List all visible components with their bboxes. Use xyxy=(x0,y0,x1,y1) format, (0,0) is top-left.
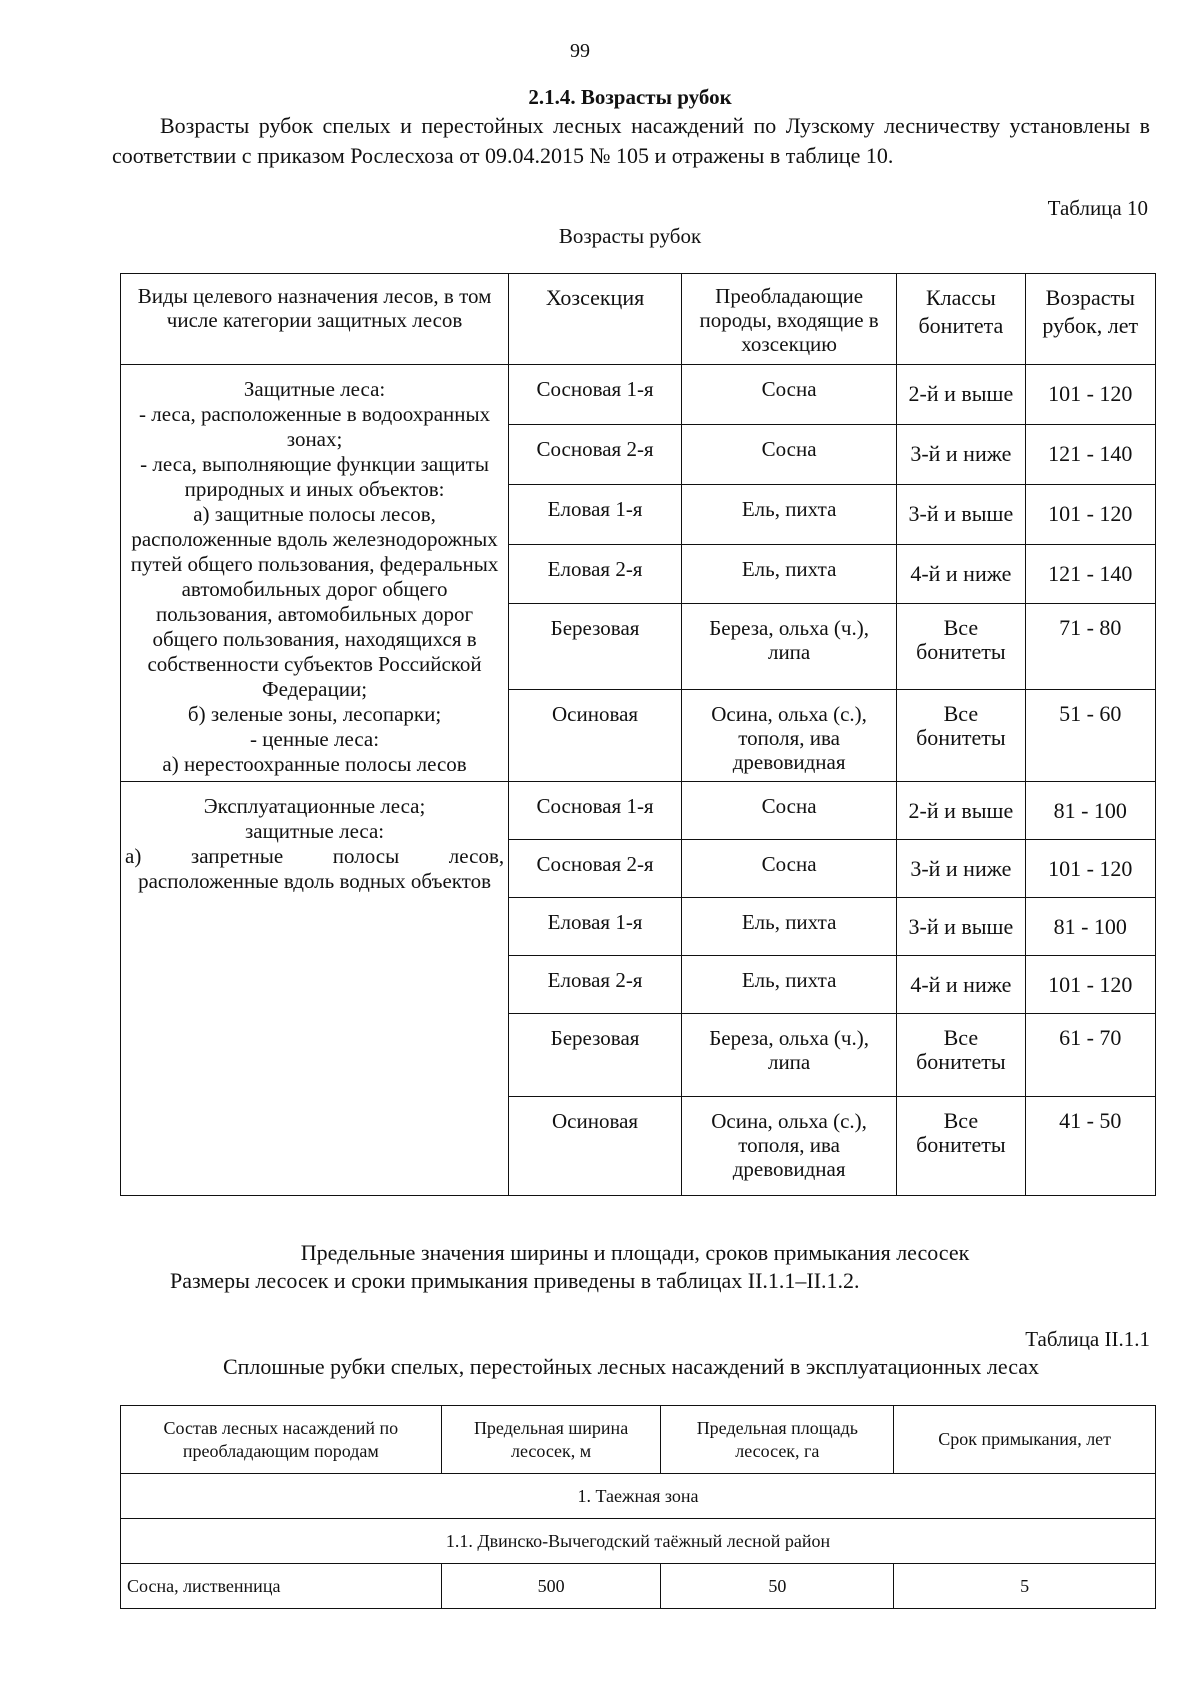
group-line: защитные леса: xyxy=(244,819,385,843)
cell-age: 101 - 120 xyxy=(1025,840,1155,898)
cell-class: 3-й и выше xyxy=(897,898,1025,956)
cell-class: 4-й и ниже xyxy=(897,544,1025,604)
group-line: - леса, расположенные в водоохранных зонах; xyxy=(138,402,491,451)
table111-label: Таблица II.1.1 xyxy=(1025,1327,1150,1351)
cell-section: Осиновая xyxy=(509,1097,682,1196)
limits-heading: Предельные значения ширины и площади, сроков примыкания лесосек xyxy=(300,1240,970,1265)
table-row xyxy=(121,365,1156,425)
cell-section: Сосновая 1-я xyxy=(509,782,682,840)
region-row: 1.1. Двинско-Вычегодский таёжный лесной район xyxy=(121,1519,1156,1564)
cell-section: Еловая 1-я xyxy=(509,898,682,956)
cell-class: 4-й и ниже xyxy=(897,956,1025,1014)
cell-section: Осиновая xyxy=(509,690,682,782)
table111-title: Сплошные рубки спелых, перестойных лесных насаждений в эксплуатационных лесах xyxy=(222,1354,1040,1379)
cell-species: Сосна xyxy=(681,782,896,840)
cell-class: Все бонитеты xyxy=(897,1097,1025,1196)
cell-species: Ель, пихта xyxy=(681,956,896,1014)
table-row xyxy=(121,1564,1156,1609)
cell-width: 500 xyxy=(441,1564,661,1609)
cell-age: 101 - 120 xyxy=(1025,956,1155,1014)
cell-age: 71 - 80 xyxy=(1025,604,1155,690)
cell-section: Березовая xyxy=(509,1014,682,1097)
cell-age: 101 - 120 xyxy=(1025,484,1155,544)
cell-class: 3-й и ниже xyxy=(897,840,1025,898)
group-line: а) защитные полосы лесов, расположенные вдоль железнодорожных путей общего пользования, федеральных автомобильных дорог общего пользования, автомобильных дорог общего пользования, находящихся в собственности субъектов Российской Федерации; xyxy=(130,502,499,701)
cell-class: Все бонитеты xyxy=(897,604,1025,690)
header-section: Хозсекция xyxy=(509,274,682,365)
group-line: Защитные леса: xyxy=(243,377,386,401)
cell-age: 41 - 50 xyxy=(1025,1097,1155,1196)
table10-label: Таблица 10 xyxy=(1047,196,1148,220)
header-purpose: Виды целевого назначения лесов, в том числе категории защитных лесов xyxy=(121,274,509,365)
cell-class: 2-й и выше xyxy=(897,365,1025,425)
intro-text: Возрасты рубок спелых и перестойных лесных насаждений по Лузскому лесничеству установлены в соответствии с приказом Рослесхоза от 09.04.2015 № 105 и отражены в таблице 10. xyxy=(112,113,1150,168)
cell-term: 5 xyxy=(894,1564,1156,1609)
cell-age: 81 - 100 xyxy=(1025,782,1155,840)
cell-species: Ель, пихта xyxy=(681,898,896,956)
cell-species: Ель, пихта xyxy=(681,544,896,604)
page-number: 99 xyxy=(570,40,590,62)
cell-species: Сосна xyxy=(681,424,896,484)
cell-age: 101 - 120 xyxy=(1025,365,1155,425)
header-ages: Возрасты рубок, лет xyxy=(1025,274,1155,365)
cell-class: Все бонитеты xyxy=(897,1014,1025,1097)
cell-area: 50 xyxy=(661,1564,894,1609)
table-row xyxy=(121,1519,1156,1564)
cell-section: Сосновая 2-я xyxy=(509,840,682,898)
cell-section: Березовая xyxy=(509,604,682,690)
cell-section: Сосновая 2-я xyxy=(509,424,682,484)
group-line: - ценные леса: xyxy=(250,727,380,751)
zone-row: 1. Таежная зона xyxy=(121,1474,1156,1519)
cell-composition: Сосна, лиственница xyxy=(121,1564,442,1609)
cell-age: 81 - 100 xyxy=(1025,898,1155,956)
header-width: Предельная ширина лесосек, м xyxy=(441,1406,661,1474)
limits-text: Размеры лесосек и сроки примыкания приведены в таблицах II.1.1–II.1.2. xyxy=(170,1268,860,1293)
cell-species: Осина, ольха (с.), тополя, ива древовидная xyxy=(681,690,896,782)
group-line: а) нерестоохранные полосы лесов xyxy=(162,752,467,776)
cell-age: 61 - 70 xyxy=(1025,1014,1155,1097)
cell-species: Береза, ольха (ч.), липа xyxy=(681,604,896,690)
group-line: расположенные вдоль водных объектов xyxy=(138,869,492,893)
header-term: Срок примыкания, лет xyxy=(894,1406,1156,1474)
cell-class: 2-й и выше xyxy=(897,782,1025,840)
cell-class: 3-й и выше xyxy=(897,484,1025,544)
group-line: - леса, выполняющие функции защиты природных и иных объектов: xyxy=(140,452,489,501)
cell-section: Сосновая 1-я xyxy=(509,365,682,425)
intro-paragraph xyxy=(112,111,1150,171)
table-row xyxy=(121,1474,1156,1519)
group-exploitation xyxy=(121,782,509,1196)
cell-class: 3-й и ниже xyxy=(897,424,1025,484)
table-header-row xyxy=(121,274,1156,365)
cell-species: Осина, ольха (с.), тополя, ива древовидная xyxy=(681,1097,896,1196)
cell-section: Еловая 2-я xyxy=(509,956,682,1014)
header-species: Преобладающие породы, входящие в хозсекцию xyxy=(681,274,896,365)
group-line: Эксплуатационные леса; xyxy=(203,794,426,818)
table-row xyxy=(121,782,1156,840)
header-composition: Состав лесных насаждений по преобладающим породам xyxy=(121,1406,442,1474)
cell-class: Все бонитеты xyxy=(897,690,1025,782)
cell-species: Береза, ольха (ч.), липа xyxy=(681,1014,896,1097)
cell-age: 51 - 60 xyxy=(1025,690,1155,782)
table-clearcut-limits xyxy=(120,1405,1156,1609)
group-line: б) зеленые зоны, лесопарки; xyxy=(187,702,442,726)
table-header-row xyxy=(121,1406,1156,1474)
group-protective xyxy=(121,365,509,782)
cell-species: Сосна xyxy=(681,365,896,425)
section-heading: 2.1.4. Возрасты рубок xyxy=(528,85,732,109)
cell-species: Сосна xyxy=(681,840,896,898)
cell-age: 121 - 140 xyxy=(1025,424,1155,484)
table10-title: Возрасты рубок xyxy=(558,224,702,248)
group-line: а) запретные полосы лесов, xyxy=(125,844,505,868)
table-cutting-ages xyxy=(120,273,1156,1196)
header-area: Предельная площадь лесосек, га xyxy=(661,1406,894,1474)
cell-age: 121 - 140 xyxy=(1025,544,1155,604)
header-classes: Классы бонитета xyxy=(897,274,1025,365)
cell-species: Ель, пихта xyxy=(681,484,896,544)
cell-section: Еловая 1-я xyxy=(509,484,682,544)
cell-section: Еловая 2-я xyxy=(509,544,682,604)
